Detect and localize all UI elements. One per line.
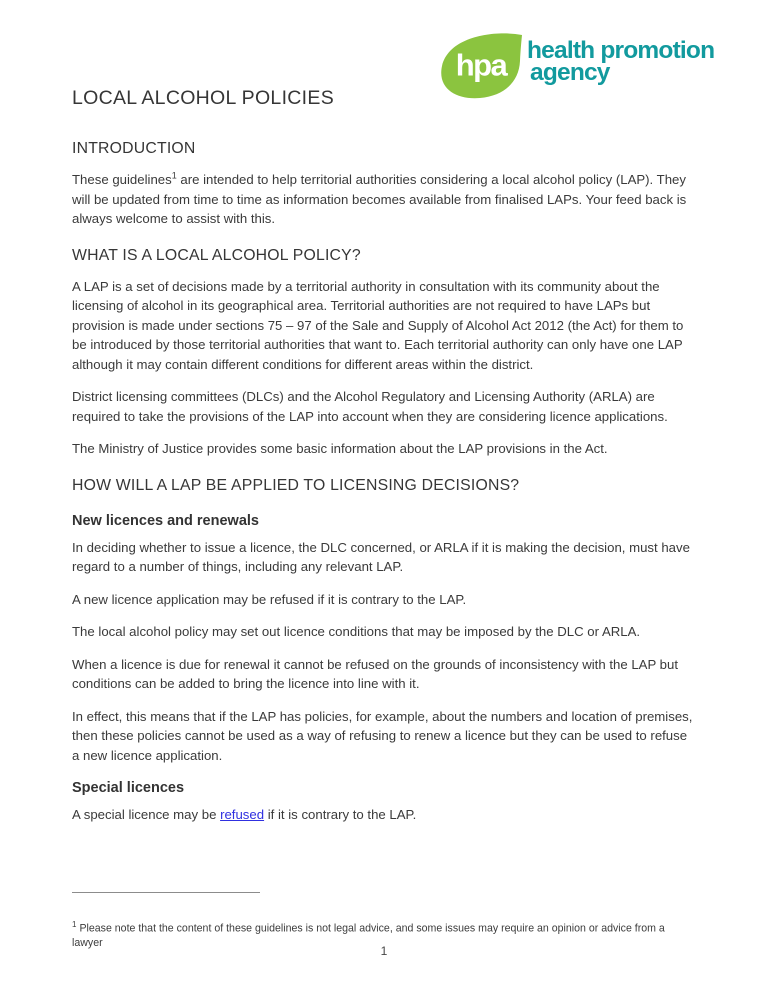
paragraph-dlc-arla: District licensing committees (DLCs) and the Alcohol Regulatory and Licensing Authority (ARLA) are required to take the provisions of the LAP into account when they are considering licence applications. [72, 389, 668, 424]
paragraph-special-post: if it is contrary to the LAP. [264, 807, 417, 822]
paragraph-special-pre: A special licence may be [72, 807, 221, 822]
footnote-body: Please note that the content of these guidelines is not legal advice, and some issues may require an opinion or advice from a lawyer [72, 922, 665, 949]
footnote-reference-marker: 1 [171, 170, 177, 181]
footnote-marker: 1 [72, 920, 77, 929]
paragraph-lap-definition: A LAP is a set of decisions made by a territorial authority in consultation with its community about the licensing of alcohol in its geographical area. Territorial authorities are not required to have LAPs but provision is made under sections 75 – 97 of the Sale and Supply of Alcohol Act 2012 (the Act) for them to be introduced by those territorial authorities that want to. Each territorial authority can only have one LAP although it may contain different conditions for different areas within the district. [72, 278, 684, 372]
paragraph-renewal: When a licence is due for renewal it cannot be refused on the grounds of inconsistency with the LAP but conditions can be added to bring the licence into line with it. [72, 656, 679, 691]
footnote-separator-rule [72, 892, 260, 893]
paragraph-introduction [72, 170, 698, 229]
section-heading-how-applied: HOW WILL A LAP BE APPLIED TO LICENSING DECISIONS? [72, 476, 520, 494]
hpa-logo-acronym: hpa [455, 47, 507, 83]
wordmark-line1: health promotion [527, 37, 715, 64]
wordmark-line2: agency [530, 58, 610, 86]
subsection-heading-new-licences: New licences and renewals [72, 512, 259, 529]
page-number: 1 [380, 944, 388, 958]
paragraph-introduction-pre: These guidelines [72, 172, 172, 187]
section-heading-introduction: INTRODUCTION [72, 140, 196, 157]
paragraph-ministry-of-justice: The Ministry of Justice provides some basic information about the LAP provisions in the Act. [72, 441, 608, 456]
paragraph-new-application-refused: A new licence application may be refused if it is contrary to the LAP. [72, 591, 467, 607]
paragraph-special-licence [72, 805, 698, 825]
page-title: LOCAL ALCOHOL POLICIES [72, 87, 335, 109]
subsection-heading-special-licences: Special licences [72, 780, 185, 796]
paragraph-in-effect: In effect, this means that if the LAP has policies, for example, about the numbers and location of premises, then these policies cannot be used as a way of refusing to renew a licence but they can be used to refuse a new licence application. [72, 708, 693, 763]
refused-link[interactable]: refused [220, 807, 265, 822]
paragraph-deciding-licence: In deciding whether to issue a licence, the DLC concerned, or ARLA if it is making the decision, must have regard to a number of things, including any relevant LAP. [72, 539, 690, 574]
paragraph-introduction-post: are intended to help territorial authorities considering a local alcohol policy (LAP). They will be updated from time to time as information becomes available from finalised LAPs. Your feed back is always welcome to assist with this. [72, 172, 687, 226]
section-heading-what-is-a-lap: WHAT IS A LOCAL ALCOHOL POLICY? [72, 246, 361, 264]
document-content [72, 0, 698, 825]
paragraph-licence-conditions: The local alcohol policy may set out licence conditions that may be imposed by the DLC or ARLA. [72, 624, 641, 639]
